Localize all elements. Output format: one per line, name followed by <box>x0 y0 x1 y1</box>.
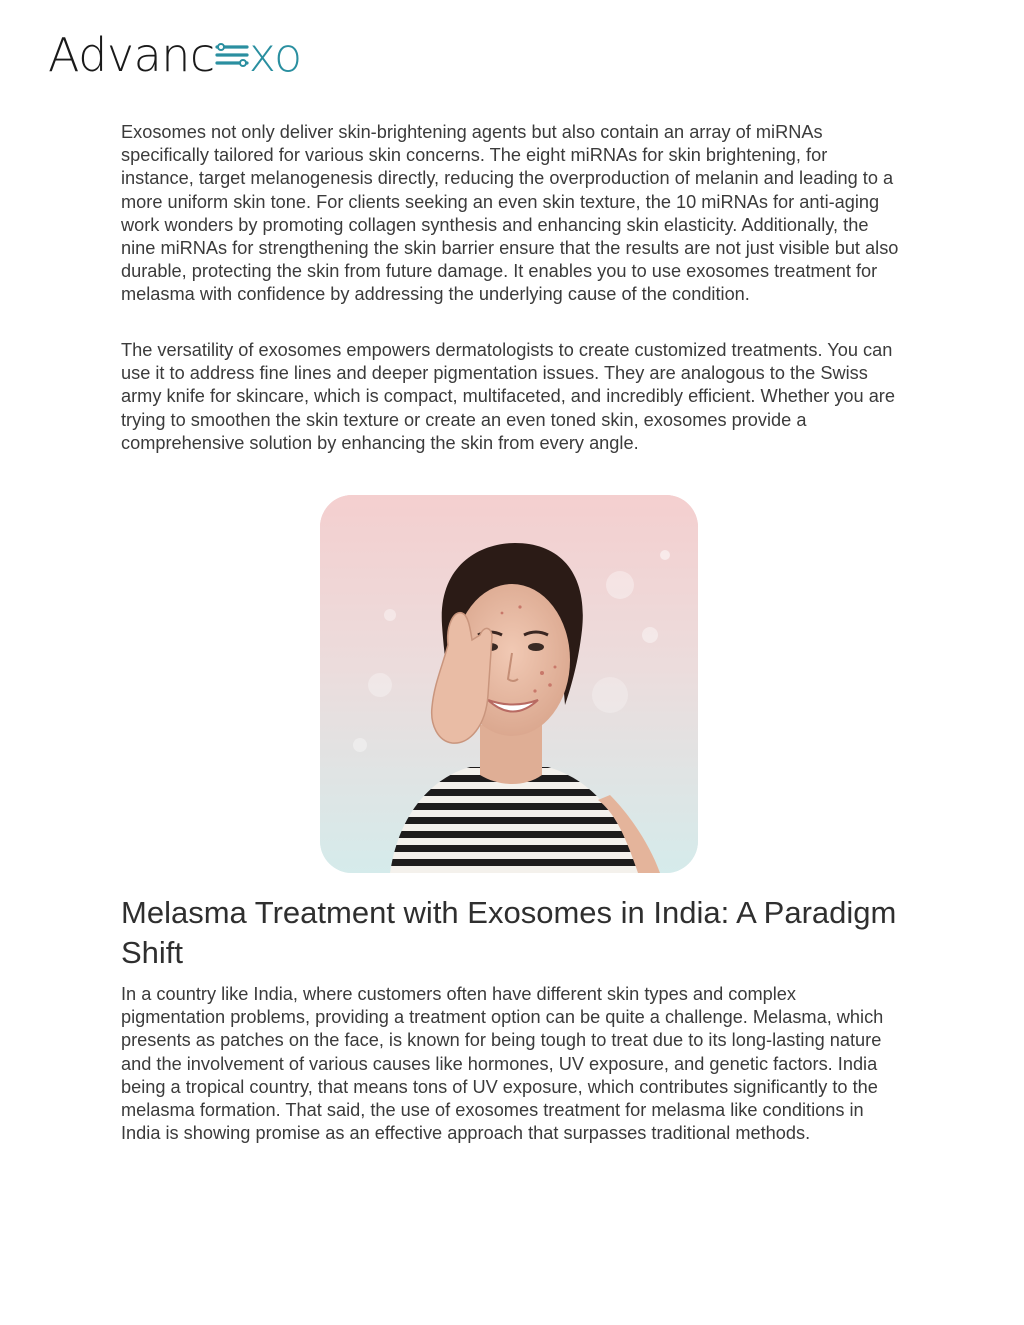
india-paragraph-block <box>121 983 901 1145</box>
intro-paragraph-block <box>121 121 901 307</box>
versatility-paragraph-block <box>121 339 901 455</box>
logo-accent <box>215 28 302 82</box>
section-heading: Melasma Treatment with Exosomes in India: A Paradigm Shift <box>121 895 897 970</box>
logo-text-primary: Advanc <box>48 28 215 82</box>
logo-e-glyph-icon <box>215 38 249 72</box>
body-paragraph-1: Exosomes not only deliver skin-brightening agents but also contain an array of miRNAs specifically tailored for various skin concerns. The eight miRNAs for skin brightening, for instance, target melanogenesis directly, reducing the overproduction of melanin and leading to a more uniform skin tone. For clients seeking an even skin texture, the 10 miRNAs for anti-aging work wonders by promoting collagen synthesis and enhancing skin elasticity. Additionally, the nine miRNAs for strengthening the skin barrier ensure that the results are not just visible but also durable, protecting the skin from future damage. It enables you to use exosomes treatment for melasma with confidence by addressing the underlying cause of the condition. <box>121 122 899 305</box>
portrait-illustration <box>320 495 698 873</box>
body-paragraph-2: The versatility of exosomes empowers dermatologists to create customized treatments. You can use it to address fine lines and deeper pigmentation issues. They are analogous to the Swiss army knife for skincare, which is compact, multifaceted, and incredibly efficient. Whether you are trying to smoothen the skin texture or create an even toned skin, exosomes provide a comprehensive solution by enhancing the skin from every angle. <box>121 340 895 453</box>
body-paragraph-3: In a country like India, where customers often have different skin types and complex pigmentation problems, providing a treatment option can be quite a challenge. Melasma, which presents as patches on the face, is known for being tough to treat due to its long-lasting nature and the involvement of various causes like hormones, UV exposure, and genetic factors. India being a tropical country, that means tons of UV exposure, which contributes significantly to the melasma formation. That said, the use of exosomes treatment for melasma like conditions in India is showing promise as an effective approach that surpasses traditional methods. <box>121 984 884 1144</box>
brand-logo[interactable] <box>48 30 302 80</box>
woman-portrait-image <box>320 495 698 873</box>
logo-text-accent: xo <box>248 28 302 82</box>
